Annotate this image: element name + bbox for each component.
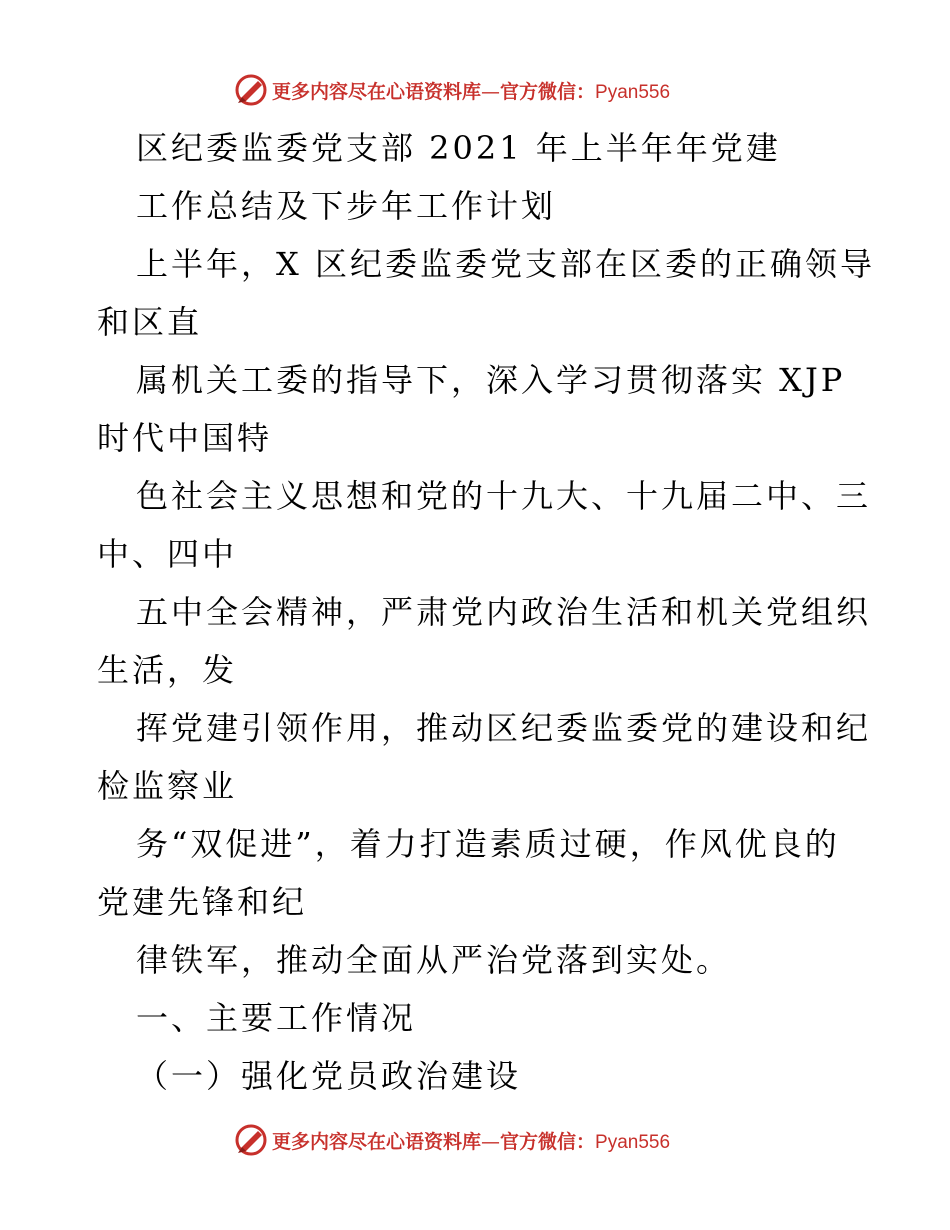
watermark-sub: 官方微信： bbox=[500, 1130, 596, 1153]
watermark-main: 更多内容尽在心语资料库 bbox=[272, 1130, 482, 1153]
watermark-main: 更多内容尽在心语资料库 bbox=[272, 80, 482, 103]
footer-watermark bbox=[234, 1120, 734, 1160]
paragraph-line: 五中全会精神，严肃党内政治生活和机关党组织 bbox=[136, 593, 872, 631]
header-watermark bbox=[234, 70, 734, 110]
section-heading: 一、主要工作情况 bbox=[136, 999, 417, 1037]
paragraph-line: 党建先锋和纪 bbox=[97, 883, 308, 921]
paragraph-line: 律铁军，推动全面从严治党落到实处。 bbox=[136, 941, 732, 979]
paragraph-line: 生活，发 bbox=[97, 651, 238, 689]
watermark-sub: 官方微信： bbox=[500, 80, 596, 103]
pen-logo-icon bbox=[234, 73, 268, 107]
watermark-text bbox=[272, 1127, 670, 1154]
paragraph-line: 检监察业 bbox=[97, 767, 238, 805]
watermark-dash: — bbox=[481, 1130, 501, 1153]
paragraph-line: 上半年，X 区纪委监委党支部在区委的正确领导 bbox=[136, 245, 875, 283]
paragraph-line: 时代中国特 bbox=[97, 419, 273, 457]
paragraph-line: 属机关工委的指导下，深入学习贯彻落实 XJP bbox=[136, 361, 846, 399]
paragraph-line: 务“双促进”，着力打造素质过硬，作风优良的 bbox=[136, 825, 840, 863]
pen-logo-icon bbox=[234, 1123, 268, 1157]
paragraph-line: 挥党建引领作用，推动区纪委监委党的建设和纪 bbox=[136, 709, 872, 747]
watermark-text bbox=[272, 77, 670, 104]
paragraph-line: 中、四中 bbox=[97, 535, 238, 573]
doc-title-line-2: 工作总结及下步年工作计划 bbox=[136, 187, 557, 225]
subsection-heading: （一）强化党员政治建设 bbox=[136, 1057, 522, 1095]
doc-title-line-1: 区纪委监委党支部 2021 年上半年年党建 bbox=[136, 129, 781, 167]
watermark-id: Pyan556 bbox=[595, 81, 671, 103]
paragraph-line: 色社会主义思想和党的十九大、十九届二中、三 bbox=[136, 477, 872, 515]
paragraph-line: 和区直 bbox=[97, 303, 203, 341]
watermark-id: Pyan556 bbox=[595, 1131, 671, 1153]
watermark-dash: — bbox=[481, 80, 501, 103]
